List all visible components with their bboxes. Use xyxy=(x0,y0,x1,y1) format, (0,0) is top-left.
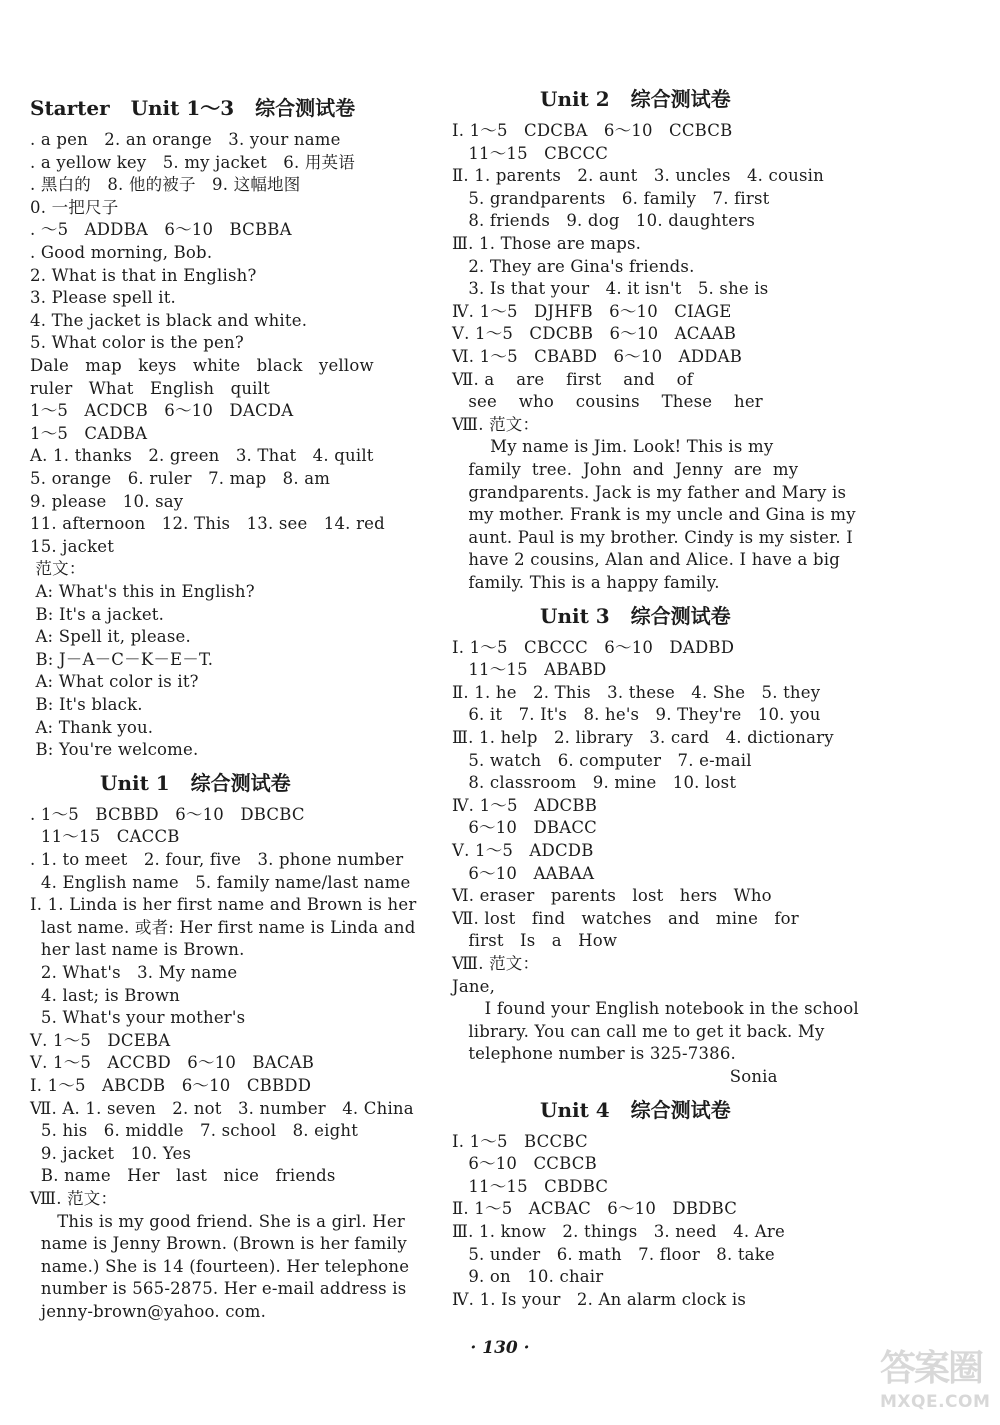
answer-line: have 2 cousins, Alan and Alice. I have a big xyxy=(452,550,840,570)
answer-line: Ⅷ. 范文： xyxy=(452,414,540,434)
answer-line: Sonia xyxy=(452,1067,778,1086)
answer-line: name is Jenny Brown. (Brown is her family xyxy=(30,1234,407,1254)
answer-line: B: J－A－C－K－E－T. xyxy=(30,649,214,669)
answer-line: Ⅱ. 1. parents 2. aunt 3. uncles 4. cousin xyxy=(452,166,824,186)
answer-line: B: It's black. xyxy=(30,695,143,714)
answer-line: jenny-brown@yahoo. com. xyxy=(30,1302,267,1321)
answer-line: ruler What English quilt xyxy=(30,378,270,398)
answer-line: Ⅱ. 1. he 2. This 3. these 4. She 5. they xyxy=(452,682,821,702)
answer-line: Ⅶ. a are first and of xyxy=(452,369,694,389)
answer-line: Ⅵ. eraser parents lost hers Who xyxy=(452,886,772,906)
answer-line: Ⅲ. 1. help 2. library 3. card 4. dictionary xyxy=(452,728,834,747)
answer-line: 6～10 DBACC xyxy=(452,818,597,838)
answer-line: Ⅱ. 1～5 ACBAC 6～10 DBDBC xyxy=(452,1199,738,1219)
answer-line: Ⅴ. 1～5 DCEBA xyxy=(30,1030,171,1050)
answer-line: Ⅰ. 1～5 ABCDB 6～10 CBBDD xyxy=(30,1076,312,1095)
answer-line: Ⅰ. 1～5 CBCCC 6～10 DADBD xyxy=(452,637,735,657)
answer-line: Ⅴ. 1～5 CDCBB 6～10 ACAAB xyxy=(452,324,737,344)
answer-line: Jane, xyxy=(452,976,496,996)
answer-line: number is 565-2875. Her e-mail address is xyxy=(30,1279,407,1299)
answer-line: 1～5 CADBA xyxy=(30,423,148,443)
answer-line: 5. under 6. math 7. floor 8. take xyxy=(452,1244,775,1264)
answer-line: 5. his 6. middle 7. school 8. eight xyxy=(30,1121,359,1141)
answer-line: . a yellow key 5. my jacket 6. 用英语 xyxy=(30,152,355,172)
answer-line: Ⅴ. 1～5 ACCBD 6～10 BACAB xyxy=(30,1053,315,1073)
answer-line: Ⅳ. 1～5 DJHFB 6～10 CIAGE xyxy=(452,301,732,321)
answer-line: 11～15 CBDBC xyxy=(452,1176,609,1196)
answer-line: see who cousins These her xyxy=(452,392,763,412)
answer-line: 6～10 CCBCB xyxy=(452,1154,597,1174)
answer-line: 6～10 AABAA xyxy=(452,863,595,883)
answer-line: A: Spell it, please. xyxy=(30,627,191,647)
answer-line: 5. orange 6. ruler 7. map 8. am xyxy=(30,469,331,488)
answer-line: 5. What's your mother's xyxy=(30,1008,246,1028)
section-heading: Unit 4 综合测试卷 xyxy=(540,1097,731,1122)
answer-line: 4. The jacket is black and white. xyxy=(30,310,308,330)
answer-line: . 黑白的 8. 他的被子 9. 这幅地图 xyxy=(30,175,301,195)
answer-line: 0. 一把尺子 xyxy=(30,197,119,217)
page-number: · 130 · xyxy=(470,1338,530,1358)
answer-line: . a pen 2. an orange 3. your name xyxy=(30,130,341,149)
answer-line: 11～15 CBCCC xyxy=(452,143,609,163)
answer-line: B. name Her last nice friends xyxy=(30,1166,336,1186)
answer-line: 3. Please spell it. xyxy=(30,288,176,308)
answer-line: Ⅳ. 1. Is your 2. An alarm clock is xyxy=(452,1289,747,1309)
answer-line: first Is a How xyxy=(452,931,618,951)
answer-line: Dale map keys white black yellow xyxy=(30,356,374,375)
answer-line: name.) She is 14 (fourteen). Her telephone xyxy=(30,1256,410,1276)
answer-line: 8. friends 9. dog 10. daughters xyxy=(452,211,755,231)
answer-line: B: You're welcome. xyxy=(30,740,199,760)
answer-line: family. This is a happy family. xyxy=(452,573,720,592)
answer-line: 1～5 ACDCB 6～10 DACDA xyxy=(30,401,294,421)
answer-line: . 1. to meet 2. four, five 3. phone number xyxy=(30,850,404,869)
answer-line: 4. English name 5. family name/last name xyxy=(30,872,411,892)
answer-line: A. 1. thanks 2. green 3. That 4. quilt xyxy=(30,446,374,466)
answer-line: Ⅰ. 1～5 CDCBA 6～10 CCBCB xyxy=(452,121,733,140)
answer-line: telephone number is 325-7386. xyxy=(452,1044,736,1064)
answer-line: 8. classroom 9. mine 10. lost xyxy=(452,773,737,793)
answer-line: A: Thank you. xyxy=(30,717,154,737)
answer-line: 5. grandparents 6. family 7. first xyxy=(452,188,770,208)
watermark-text: 答案圈 xyxy=(880,1348,983,1389)
watermark-logo xyxy=(880,1340,990,1420)
answer-line: my mother. Frank is my uncle and Gina is my xyxy=(452,505,856,525)
answer-line: Ⅰ. 1～5 BCCBC xyxy=(452,1131,588,1151)
answer-line: Ⅷ. 范文： xyxy=(452,954,540,973)
answer-line: Ⅷ. 范文： xyxy=(30,1189,118,1208)
answer-line: 3. Is that your 4. it isn't 5. she is xyxy=(452,279,769,299)
answer-line: Ⅳ. 1～5 ADCBB xyxy=(452,795,598,815)
answer-line: B: It's a jacket. xyxy=(30,604,165,624)
answer-line: 15. jacket xyxy=(30,536,115,556)
answer-line: Ⅴ. 1～5 ADCDB xyxy=(452,841,594,860)
answer-line: 2. What is that in English? xyxy=(30,265,257,285)
watermark-url: MXQE.COM xyxy=(880,1392,991,1412)
answer-line: aunt. Paul is my brother. Cindy is my sister. I xyxy=(452,527,854,547)
answer-line: grandparents. Jack is my father and Mary is xyxy=(452,482,847,502)
answer-line: 范文： xyxy=(30,559,86,579)
answer-line: This is my good friend. She is a girl. Her xyxy=(30,1211,405,1231)
answer-line: I found your English notebook in the school xyxy=(452,999,859,1019)
answer-line: . Good morning, Bob. xyxy=(30,243,213,262)
section-heading: Unit 1 综合测试卷 xyxy=(100,770,291,795)
answer-line: library. You can call me to get it back. My xyxy=(452,1021,825,1041)
answer-line: 11. afternoon 12. This 13. see 14. red xyxy=(30,514,385,534)
section-heading: Starter Unit 1～3 综合测试卷 xyxy=(30,96,356,120)
answer-line: A: What's this in English? xyxy=(30,582,255,601)
answer-line: 9. please 10. say xyxy=(30,491,184,511)
answer-line: 2. What's 3. My name xyxy=(30,963,238,982)
answer-line: last name. 或者: Her first name is Linda and xyxy=(30,917,416,937)
answer-line: Ⅲ. 1. know 2. things 3. need 4. Are xyxy=(452,1222,785,1241)
answer-line: 11～15 ABABD xyxy=(452,660,607,680)
answer-line: . ～5 ADDBA 6～10 BCBBA xyxy=(30,220,292,240)
answer-line: A: What color is it? xyxy=(30,672,199,692)
answer-line: her last name is Brown. xyxy=(30,940,245,960)
answer-line: family tree. John and Jenny are my xyxy=(452,460,799,479)
answer-line: 5. What color is the pen? xyxy=(30,333,244,353)
answer-line: 5. watch 6. computer 7. e-mail xyxy=(452,750,752,770)
section-heading: Unit 3 综合测试卷 xyxy=(540,603,731,628)
answer-line: 2. They are Gina's friends. xyxy=(452,256,695,276)
answer-line: 9. on 10. chair xyxy=(452,1267,604,1287)
answer-line: My name is Jim. Look! This is my xyxy=(452,437,774,457)
answer-line: Ⅶ. lost find watches and mine for xyxy=(452,908,799,928)
answer-line: Ⅰ. 1. Linda is her first name and Brown is her xyxy=(30,895,417,915)
answer-line: . 1～5 BCBBD 6～10 DBCBC xyxy=(30,804,305,824)
answer-line: 6. it 7. It's 8. he's 9. They're 10. you xyxy=(452,705,821,725)
section-heading: Unit 2 综合测试卷 xyxy=(540,87,731,111)
answer-line: 11～15 CACCB xyxy=(30,827,180,847)
answer-line: Ⅲ. 1. Those are maps. xyxy=(452,234,642,253)
answer-line: 4. last; is Brown xyxy=(30,985,180,1005)
answer-line: Ⅵ. 1～5 CBABD 6～10 ADDAB xyxy=(452,347,743,366)
answer-line: 9. jacket 10. Yes xyxy=(30,1143,192,1163)
answer-line: Ⅶ. A. 1. seven 2. not 3. number 4. China xyxy=(30,1098,414,1118)
